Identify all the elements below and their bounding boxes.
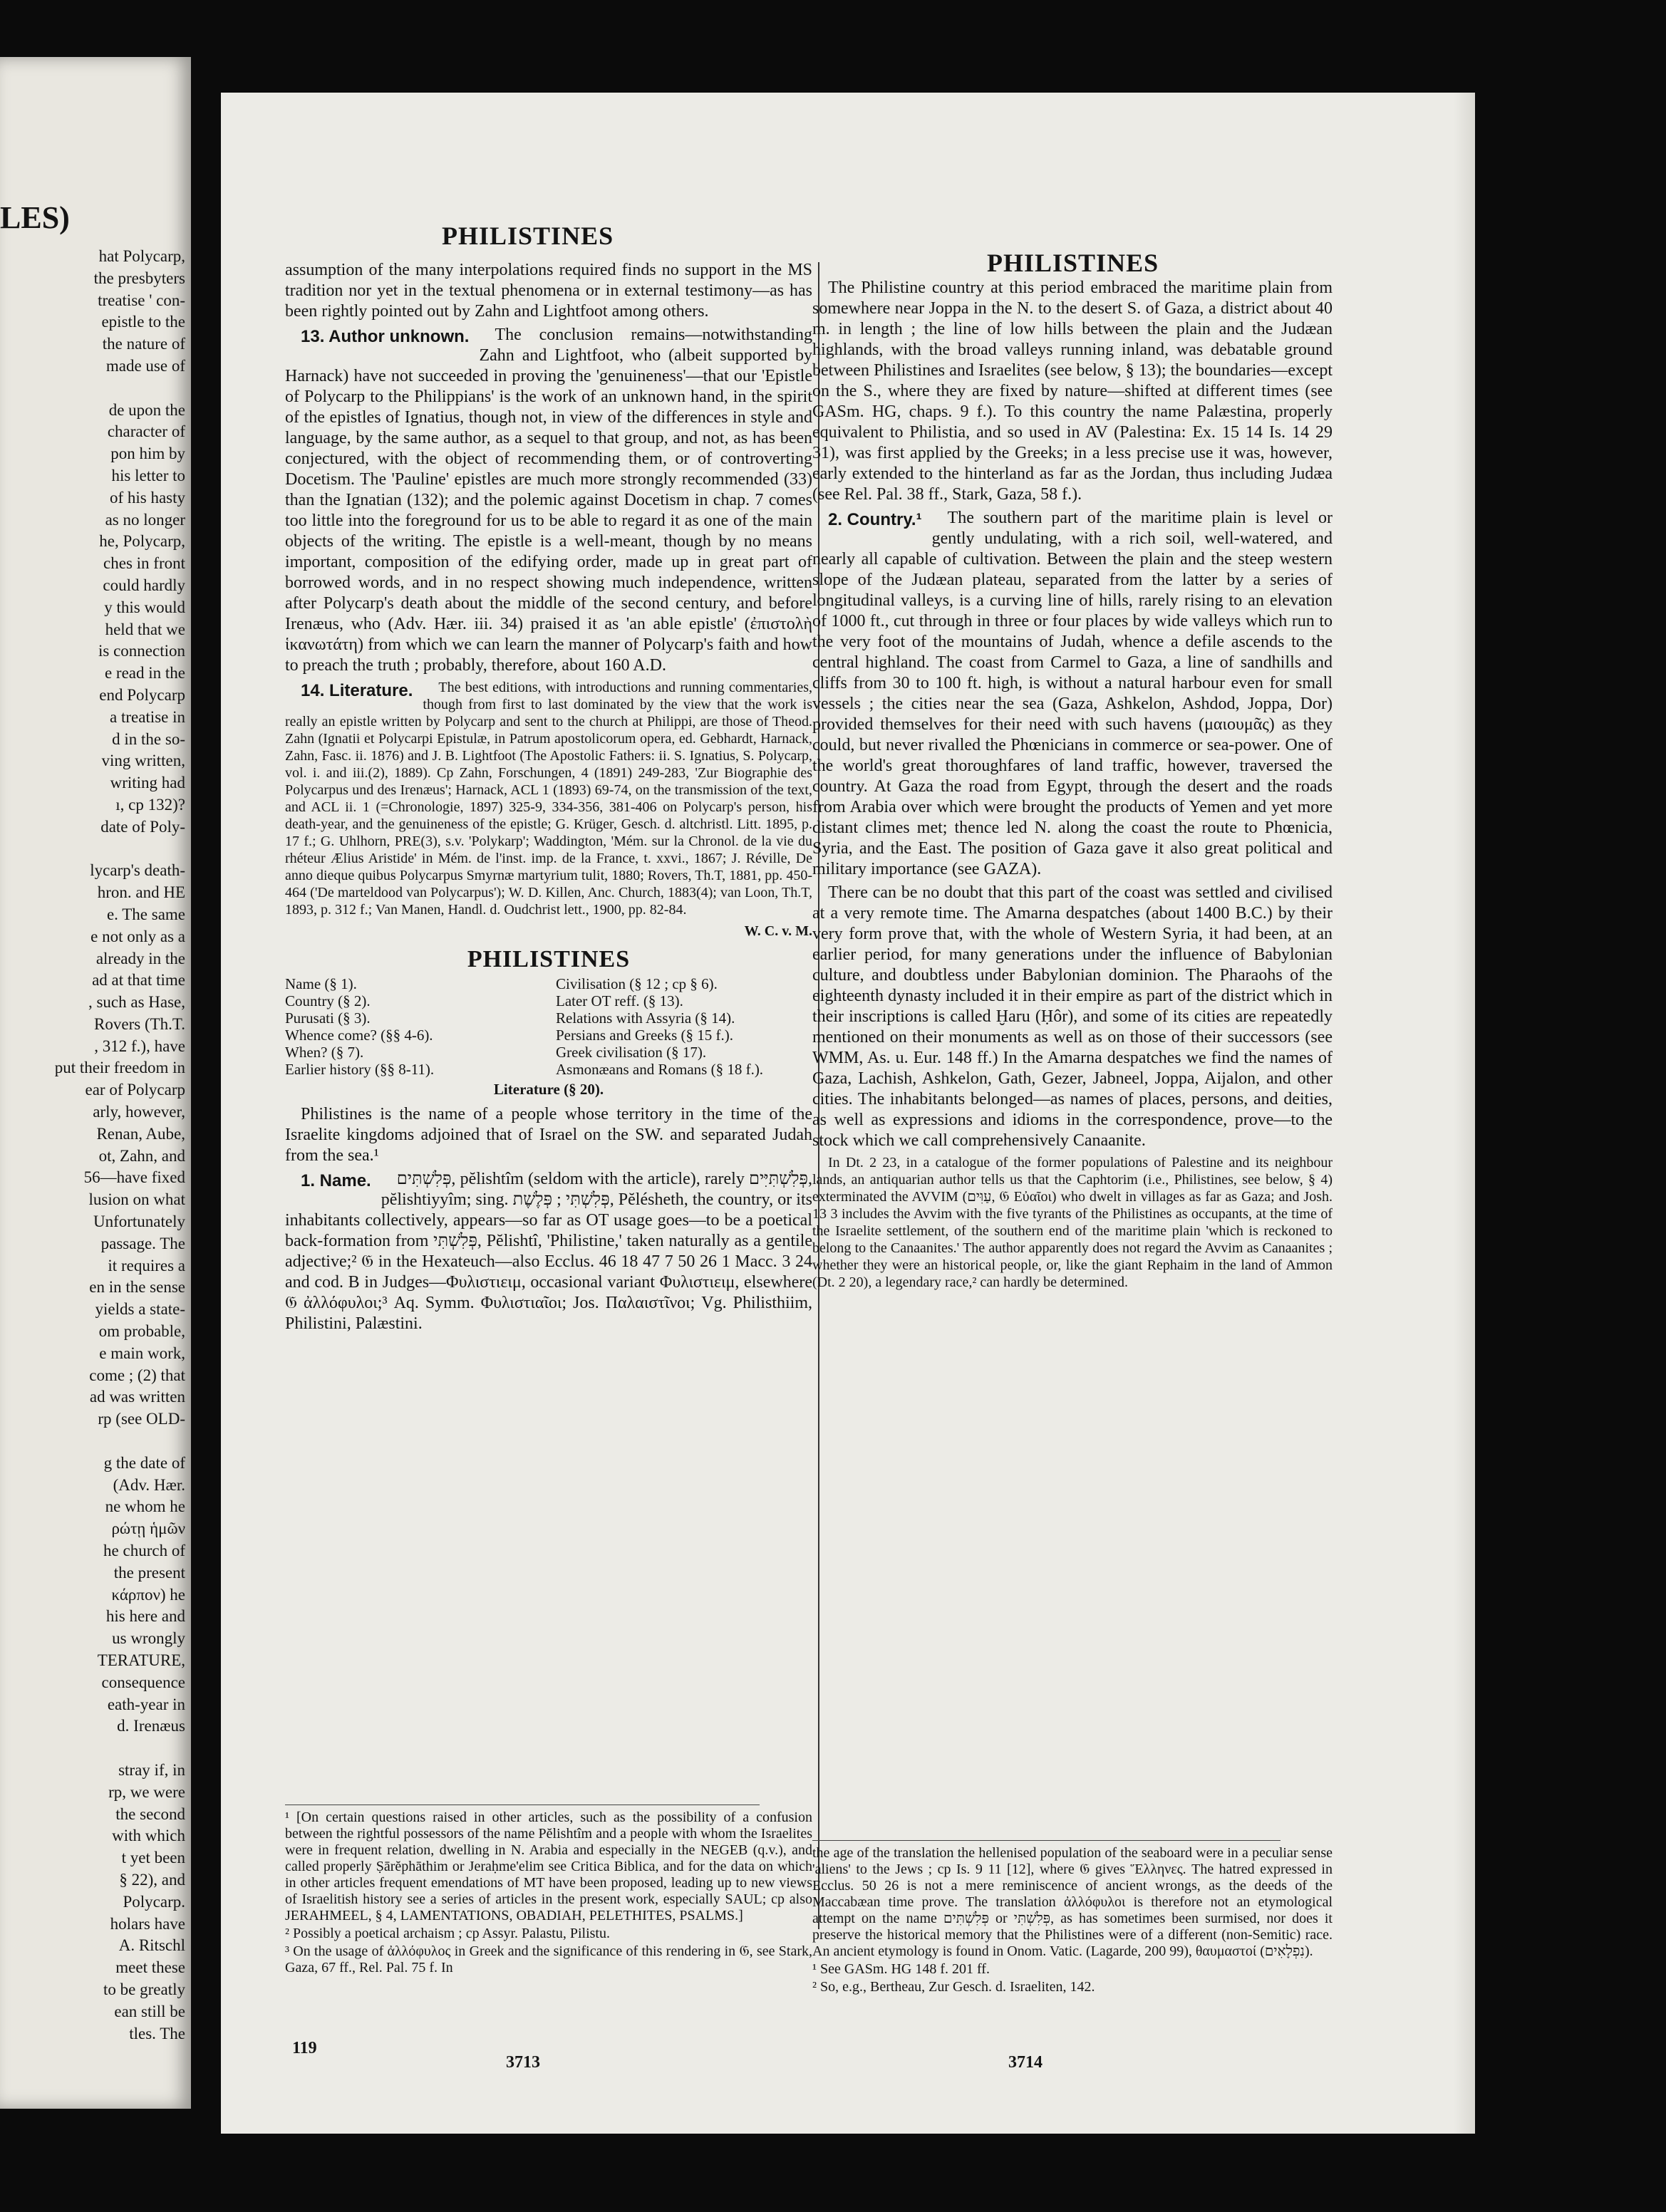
text-fragment: om probable, [98,1322,185,1341]
book-gutter [191,0,221,2212]
text-fragment: to be greatly [103,1980,185,1998]
text-fragment: A. Ritschl [118,1936,185,1955]
text-fragment: (Adv. Hær. [113,1475,185,1494]
text-fragment: ρώτῃ ἡμῶν [111,1520,185,1538]
text-fragment: lusion on what [88,1190,185,1209]
text-fragment: passage. The [100,1234,185,1252]
text-fragment: e read in the [104,664,185,682]
text-fragment: ad at that time [92,971,185,990]
text-fragment: epistle to the [101,313,185,331]
contents-item: Country (§ 2). [285,992,371,1009]
text-fragment: ne whom he [105,1497,185,1516]
text-fragment: the present [113,1563,185,1582]
text-fragment: d. Irenæus [117,1717,185,1735]
contents-item: Purusati (§ 3). [285,1009,371,1027]
page-number-left: 3713 [506,2053,540,2072]
text-fragment: ot, Zahn, and [98,1146,185,1165]
text-fragment: Rovers (Th.T. [94,1014,185,1033]
text-fragment: de upon the [108,400,185,419]
contents-item: Persians and Greeks (§ 15 f.). [556,1027,734,1044]
page-edge [1454,93,1475,2134]
text-fragment: Renan, Aube, [96,1124,185,1143]
text-fragment: ad was written [89,1388,185,1406]
text-fragment: writing had [110,774,185,792]
text-fragment: hat Polycarp, [98,247,185,265]
contents-item: Greek civilisation (§ 17). [556,1044,707,1061]
text-fragment: tles. The [129,2024,185,2042]
text-fragment: come ; (2) that [89,1366,185,1384]
footnote: ¹ See GASm. HG 148 f. 201 ff. [812,1961,990,1977]
contents-item: Asmonæans and Romans (§ 18 f.). [556,1061,764,1078]
paragraph: assumption of the many interpolations required finds no support in the MS tradition nor yet in the textual phenomena or in external testimony—as has been rightly pointed out by Zahn and Lightfoot among others. [285,261,812,321]
text-fragment: the second [115,1805,185,1823]
text-fragment: , such as Hase, [88,993,185,1012]
footnote: ¹ [On certain questions raised in other articles, such as the possibility of a confusion between the rightful possessors of the name Pĕlishtîm and a people with whom the Israelites were in frequent relation, dwelling in N. Arabia and especially in the NEGEB (q.v.), and called properly Ṣārĕphāthim or Jeraḥme'elim see Critica Biblica, and for the data on which in other articles frequent emendations of MT have been proposed, leading up to new views of Israelitish history see a series of articles in the present work, especially SAUL; cp also JERAHMEEL, § 4, LAMENTATIONS, OBADIAH, PELETHITES, PSALMS.] [285,1809,812,1923]
text-fragment: e not only as a [90,927,185,945]
section-heading-name: 1. Name. [301,1171,371,1190]
text-fragment: eath-year in [107,1695,185,1713]
contents-item: Later OT reff. (§ 13). [556,992,683,1009]
text-fragment: rp, we were [108,1782,185,1801]
text-fragment: ches in front [103,554,185,573]
text-fragment [7,1738,185,1760]
signature: W. C. v. M. [744,923,812,939]
text-fragment: y this would [104,598,185,616]
contents-list [285,975,812,1078]
footnote-rule [812,1840,1280,1841]
page-number-right: 3714 [1008,2053,1042,2072]
main-page [221,93,1475,2134]
text-fragment [7,1430,185,1453]
text-fragment: with which [112,1827,185,1845]
section-heading-country: 2. Country.¹ [828,510,922,529]
text-fragment: as no longer [105,510,185,529]
text-fragment: already in the [95,949,185,967]
text-fragment: pon him by [110,445,185,463]
article-heading: PHILISTINES [467,946,631,972]
contents-item: Name (§ 1). [285,975,357,992]
text-fragment: § 22), and [119,1870,185,1889]
text-fragment: hron. and HE [97,883,185,902]
text-fragment: en in the sense [89,1278,185,1297]
paragraph: 1. Name. פְּלִשְׁתִּים, pĕlishtîm (seldom with the article), rarely פְּלִשְׁתִּיִּים, pĕlishtiyyîm; sing. פְּלִשְׁתִּי ; פְּלֶשֶׁת, Pĕlésheth, the country, or its inhabitants collectively, appears—so far as OT usage goes—to be a poetical back-formation from פְּלִשְׁתִּי, Pĕlishtî, 'Philistine,' taken naturally as a gentile adjective;² 𝔊 in the Hexateuch—also Ecclus. 46 18 47 7 50 26 1 Macc. 3 24 and cod. B in Judges—Φυλιστιειμ, occasional variant Φυλιστιειμ, elsewhere 𝔊 ἀλλόφυλοι;³ Aq. Symm. Φυλιστιαῖοι; Jos. Παλαιστῖνοι; Vg. Philisthiim, Philistini, Palæstini. [285,1170,812,1333]
right-column [812,278,1333,1866]
text-fragment [7,838,185,861]
text-fragment: is connection [98,642,185,660]
running-head-right: PHILISTINES [987,249,1159,277]
text-fragment: d in the so- [112,729,185,748]
text-fragment: a treatise in [109,707,185,726]
text-fragment: end Polycarp [99,685,185,704]
previous-running-head: LES) [0,200,70,235]
text-fragment: rp (see OLD- [98,1410,185,1428]
text-fragment: held that we [105,620,185,638]
text-fragment: put their freedom in [54,1059,185,1077]
text-fragment: e main work, [99,1344,185,1362]
text-fragment: ean still be [114,2002,185,2020]
text-fragment: could hardly [103,576,185,594]
text-fragment: date of Poly- [100,817,185,836]
paragraph: The Philistine country at this period embraced the maritime plain from somewhere near Joppa in the N. to the desert S. of Gaza, a district about 40 m. in length ; the line of low hills between the plain and the Judæan highlands, with the broad valleys running inland, was debatable ground between Philistines and Israelites (see below, § 13); the boundaries—except on the S., where they are fixed by nature—shifted at different times (see GASm. HG, chaps. 9 f.). To this country the name Palæstina, properly equivalent to Philistia, and so used in AV (Palestina: Ex. 15 14 Is. 14 29 31), was first applied by the Greeks; in a less precise use it was, however, early extended to the hinterland as far as the Jordan, thus including Judæa (see Rel. Pal. 38 ff., Stark, Gaza, 58 f.). [812,279,1333,504]
contents-item: Earlier history (§§ 8-11). [285,1061,435,1078]
text-fragment: TERATURE, [97,1651,185,1669]
contents-item: Civilisation (§ 12 ; cp § 6). [556,975,718,992]
text-fragment: κάρπον) he [111,1585,185,1604]
page-number-small: 119 [292,2039,317,2057]
contents-left [285,975,542,1078]
footnote: ³ On the usage of ἀλλόφυλος in Greek and the significance of this rendering in 𝔊, see Stark, Gaza, 67 ff., Rel. Pal. 75 f. In [285,1943,812,1975]
text-fragment: his here and [105,1607,185,1626]
text-fragment: Polycarp. [123,1892,185,1911]
contents-right [556,975,812,1078]
text-fragment: the nature of [102,335,185,353]
running-head-left: PHILISTINES [442,222,614,250]
paragraph: 2. Country.¹ The southern part of the maritime plain is level or gently undulating, with a rich soil, well-watered, and nearly all capable of cultivation. Between the plain and the steep western slope of the Judæan plateau, separated from the latter by a series of longitudinal valleys, is a curving line of hills, rarely rising to an elevation of 1000 ft., cut through in three or four places by wide valleys which run to the very foot of the mountains of Judah, whence a defile ascends to the central highland. The coast from Carmel to Gaza, a line of sandhills and cliffs from 30 to 100 ft. high, is without a natural harbour even for small vessels ; the cities near the sea (Gaza, Ashkelon, Ashdod, Joppa, Dor) provided themselves for their need with such havens (μαιουμᾶς) as they could, but never rivalled the Phœnicians in commerce or sea-power. One of the world's great thoroughfares of land traffic, however, traversed the country. At Gaza the road from Egypt, through the desert and the roads from Arabia over which were brought the products of Yemen and yet more distant climes met; thence led N. along the coast the route to Phœnicia, Syria, and the East. The position of Gaza gave it also great political and military importance (see GAZA). [812,509,1333,878]
text-fragment: Unfortunately [93,1213,185,1231]
text-fragment: ear of Polycarp [85,1081,185,1099]
previous-page-fragment [0,57,191,2109]
text-fragment: of his hasty [109,488,185,507]
text-fragment: meet these [115,1958,185,1977]
contents-literature: Literature (§ 20). [493,1081,604,1098]
text-fragment: treatise ' con- [98,291,185,309]
text-fragment [7,378,185,400]
text-fragment: stray if, in [118,1760,185,1779]
text-fragment: made use of [105,356,185,375]
text-fragment: he, Polycarp, [99,532,185,551]
paragraph: There can be no doubt that this part of the coast was settled and civilised at a very remote time. The Amarna despatches (about 1400 B.C.) by their very form prove that, with the whole of Western Syria, it had been, at an earlier period, for many generations under the influence of Babylonian culture, and doubtless under Babylonian dominion. The Pharaohs of the eighteenth dynasty included it in their empire as part of the district which in their inscriptions is called Ḫaru (Ḥôr), and some of its cities are repeatedly mentioned on their monuments as well as on those of their successors (see WMM, As. u. Eur. 148 ff.) In the Amarna despatches we find the names of Gaza, Lachish, Ashkelon, Gath, Gezer, Jabneel, Joppa, Aijalon, and other cities. The inhabitants belonged—as names of places, persons, and deities, as well as expressions and idioms in the correspondence, prove—to the stock which we call comprehensively Canaanite. [812,883,1333,1150]
text-fragment: arly, however, [93,1103,185,1121]
text-fragment: ı, cp 132)? [115,795,185,814]
paragraph: Philistines is the name of a people whose territory in the time of the Israelite kingdoms adjoined that of Israel on the SW. and separated Judah from the sea.¹ [285,1105,812,1165]
footnotes-right [812,1834,1333,2013]
text-fragment: holars have [110,1914,185,1933]
text-fragment: , 312 f.), have [94,1037,185,1055]
section-heading-literature: 14. Literature. [301,681,413,700]
text-fragment: character of [107,422,185,441]
footnote: ² So, e.g., Bertheau, Zur Gesch. d. Israeliten, 142. [812,1979,1095,1995]
text-fragment: 56—have fixed [83,1168,185,1187]
text-fragment: us wrongly [112,1629,185,1648]
text-fragment: he church of [103,1542,185,1560]
text-fragment: yields a state- [95,1300,185,1319]
text-fragment: his letter to [111,466,185,484]
text-fragment: it requires a [108,1256,185,1274]
contents-item: Whence come? (§§ 4-6). [285,1027,433,1044]
paragraph: In Dt. 2 23, in a catalogue of the former populations of Palestine and its neighbour lands, an antiquarian author tells us that the Caphtorim (i.e., Philistines, see below, § 4) exterminated the AVVIM (עַוִּים, 𝔊 Εὐαῖοι) who dwelt in villages as far as Gaza; and Josh. 13 3 includes the Avvim with the five tyrants of the Philistines as occupants, at the time of the Israelite settlement, of the southern end of the maritime plain 'which is reckoned to belong to the Canaanites.' The author apparently does not regard the Avvim as Canaanites ; whether they were an historical people, or, like the giant Rephaim in the land of Ammon (Dt. 2 20), a legendary race,² can hardly be determined. [812,1155,1333,1290]
contents-item: Relations with Assyria (§ 14). [556,1009,735,1027]
footnotes-left [285,1799,812,2034]
contents-item: When? (§ 7). [285,1044,364,1061]
previous-page-text [7,246,185,2045]
text-fragment: g the date of [103,1453,185,1472]
literature-paragraph: 14. Literature. The best editions, with introductions and running commentaries, though from first to last dominated by the view that the work is really an epistle written by Polycarp and sent to the church at Philippi, are those of Theod. Zahn (Ignatii et Polycarpi Epistulæ, in Patrum apostolicorum opera, ed. Gebhardt, Harnack, Zahn, Fasc. ii. 1876) and J. B. Lightfoot (The Apostolic Fathers: ii. S. Ignatius, S. Polycarp, vol. i. and iii.(2), 1889). Cp Zahn, Forschungen, 4 (1891) 249-283, 'Zur Biographie des Polycarpus und des Irenæus'; Harnack, ACL 1 (1893) 69-74, on the transmission of the text, and ACL ii. 1 (=Chronologie, 1897) 325-9, 334-356, 381-406 on Polycarp's person, his death-year, and the genuineness of the epistle; G. Krüger, Gesch. d. altchristl. Litt. 1895, p. 17 f.; G. Uhlhorn, PRE(3), s.v. 'Polykarp'; Waddington, 'Mém. sur la Chronol. de la vie du rhéteur Ælius Aristide' in Mém. de l'inst. imp. de la France, t. xxvi., 1867; J. Réville, De anno dieque quibus Polycarpus Smyrnæ martyrium tulit, 1880; Rovers, Th.T, 1881, pp. 450-464 ('De marteldood van Polycarpus'); W. D. Killen, Anc. Church, 1883(4); van Loon, Th.T, 1893, p. 312 f.; Van Manen, Handl. d. Oudchrist lett., 1900, pp. 82-84. [285,680,812,918]
text-fragment: the presbyters [93,269,185,287]
section-heading-author: 13. Author unknown. [301,327,470,346]
text-fragment: t yet been [121,1849,185,1867]
left-column [285,260,812,1813]
footnote: ² Possibly a poetical archaism ; cp Assyr. Palastu, Pilistu. [285,1926,610,1941]
text-fragment: lycarp's death- [90,861,185,880]
paragraph: 13. Author unknown. The conclusion remains—notwithstanding Zahn and Lightfoot, who (albeit supported by Harnack) have not succeeded in proving the 'genuineness'—that our 'Epistle of Polycarp to the Philippians' is the work of an unknown hand, in the spirit of the epistles of Ignatius, though not, in view of the differences in style and language, by the same author, as a sequel to that group, and not, as has been conjectured, with the object of recommending them, or of controverting Docetism. The 'Pauline' epistles are much more strongly recommended (33) than the Ignatian (132); and the polemic against Docetism in chap. 7 comes too little into the foreground for us to be able to regard it as one of the main objects of the writing. The epistle is a well-meant, though by no means important, composition of the edifying order, made up in great part of borrowed words, and in no respect showing much independence, written after Polycarp's death about the middle of the second century, and before Irenæus, who (Adv. Hær. iii. 34) praised it as 'an able epistle' (ἐπιστολὴ ἱκανωτάτη) from which we can learn the manner of Polycarp's faith and how to preach the truth ; probably, therefore, about 160 A.D. [285,326,812,675]
text-fragment: ving written, [101,752,185,770]
text-fragment: e. The same [106,905,185,923]
text-fragment: consequence [101,1673,185,1691]
footnote: the age of the translation the hellenised population of the seaboard were in a peculiar sense 'aliens' to the Jews ; cp Is. 9 11 [12], where 𝔊 gives Ἕλληνες. The hatred expressed in Ecclus. 50 26 is not a mere reminiscence of ancient wrongs, as the deeds of the Maccabæan time prove. The translation ἀλλόφυλοι is therefore not an etymological attempt on the name פְּלִשְׁתִּים or פְּלִשְׁתִּי, as has sometimes been surmised, nor does it preserve the historical memory that the Philistines were of a different (non-Semitic) race. An ancient etymology is found in Onom. Vatic. (Lagarde, 200 99), θαυμαστοί (נִפְלָאִים). [812,1845,1333,1959]
